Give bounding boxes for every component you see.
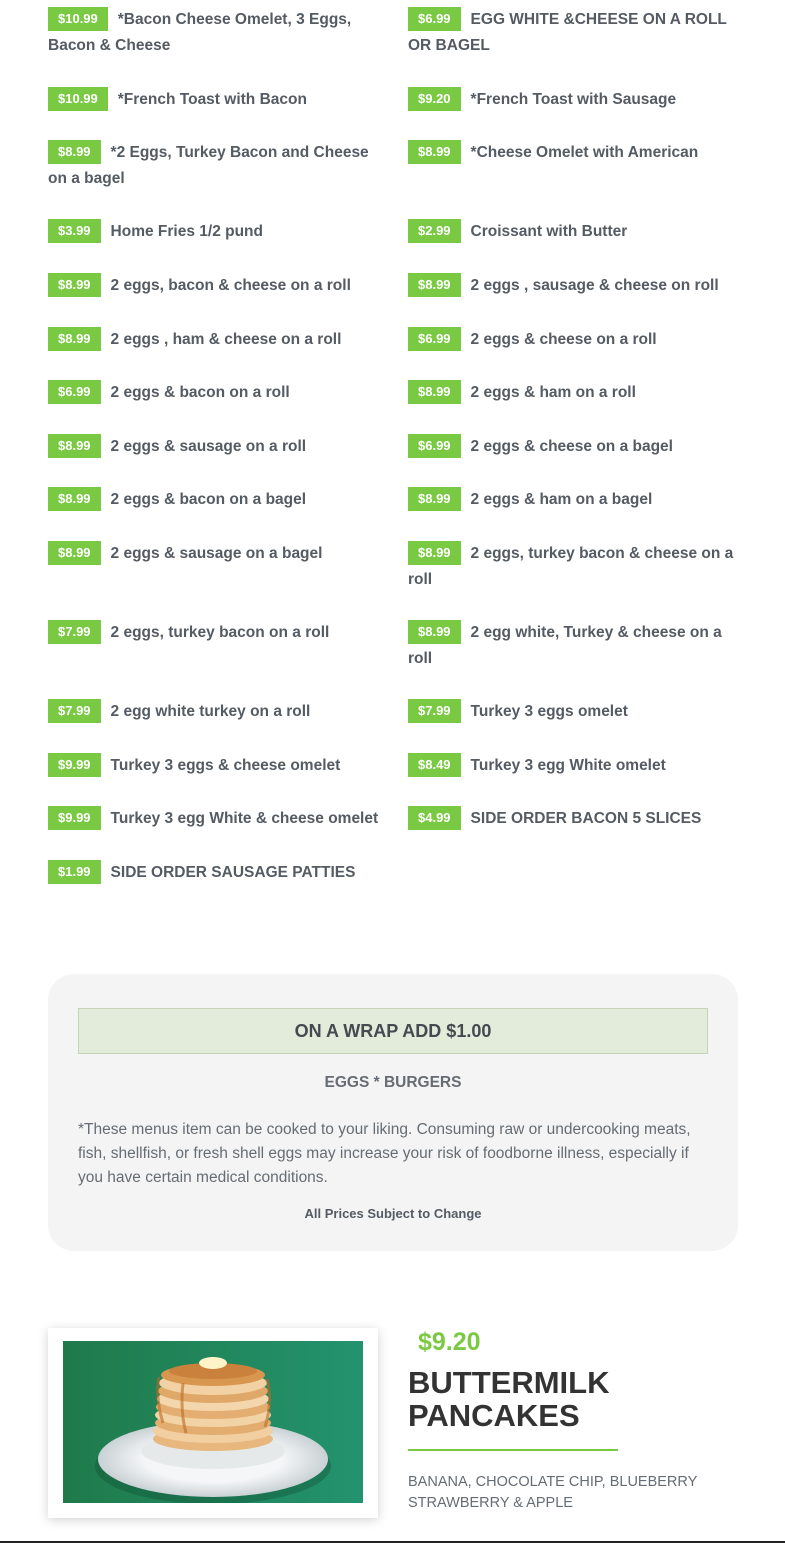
- price-badge: $10.99: [48, 7, 108, 31]
- menu-item: [408, 380, 738, 406]
- item-name: 2 eggs & sausage on a bagel: [110, 545, 323, 562]
- item-name: 2 egg white turkey on a roll: [110, 703, 311, 720]
- menu-item: [408, 699, 738, 725]
- menu-item: [48, 380, 378, 406]
- item-name: SIDE ORDER SAUSAGE PATTIES: [110, 864, 356, 881]
- item-name: *French Toast with Bacon: [117, 91, 307, 108]
- price-badge: $8.99: [408, 380, 461, 404]
- price-badge: $8.99: [48, 434, 101, 458]
- menu-item: [408, 273, 738, 299]
- menu-item: [408, 219, 738, 245]
- item-name: 2 eggs & sausage on a roll: [110, 438, 307, 455]
- item-name: 2 egg white, Turkey & cheese on a roll: [408, 624, 722, 667]
- price-change-note: All Prices Subject to Change: [304, 1206, 482, 1221]
- menu-item: [408, 487, 738, 513]
- item-name: *French Toast with Sausage: [470, 91, 677, 108]
- price-badge: $8.99: [408, 273, 461, 297]
- menu-item: [408, 140, 738, 166]
- price-badge: $8.99: [48, 327, 101, 351]
- featured-image-frame: [48, 1328, 378, 1518]
- item-name: Croissant with Butter: [470, 223, 628, 240]
- price-badge: $2.99: [408, 219, 461, 243]
- menu-item: [48, 620, 378, 646]
- price-badge: $8.99: [408, 140, 461, 164]
- price-badge: $6.99: [408, 327, 461, 351]
- pancake-stack-illustration: [63, 1341, 363, 1503]
- menu-item: [48, 487, 378, 513]
- item-name: Home Fries 1/2 pund: [110, 223, 263, 240]
- category-label: EGGS * BURGERS: [324, 1074, 462, 1091]
- price-badge: $6.99: [408, 434, 461, 458]
- item-name: 2 eggs & cheese on a bagel: [470, 438, 673, 455]
- menu-item: [48, 273, 378, 299]
- item-name: *Cheese Omelet with American: [470, 144, 699, 161]
- item-name: 2 eggs & ham on a bagel: [470, 491, 653, 508]
- price-badge: $8.99: [48, 487, 101, 511]
- menu-item: [48, 860, 393, 886]
- menu-item: [48, 434, 378, 460]
- menu-item: [48, 753, 383, 779]
- price-badge: $8.99: [48, 273, 101, 297]
- price-badge: $9.20: [408, 87, 461, 111]
- price-badge: $4.99: [408, 806, 461, 830]
- featured-price: $9.20: [418, 1328, 481, 1356]
- price-badge: $8.99: [48, 140, 101, 164]
- menu-item: [408, 541, 738, 593]
- pancakes-image: [63, 1341, 363, 1503]
- menu-item: [408, 7, 738, 59]
- price-badge: $8.99: [48, 541, 101, 565]
- price-badge: $7.99: [408, 699, 461, 723]
- menu-item: [48, 541, 378, 567]
- menu-item: [48, 327, 378, 353]
- menu-item: [48, 219, 378, 245]
- item-name: 2 eggs & cheese on a roll: [470, 331, 657, 348]
- item-name: Turkey 3 egg White & cheese omelet: [110, 810, 379, 827]
- menu-item: [48, 7, 378, 59]
- item-name: Turkey 3 egg White omelet: [470, 757, 666, 774]
- item-name: SIDE ORDER BACON 5 SLICES: [470, 810, 702, 827]
- wrap-addon-banner: ON A WRAP ADD $1.00: [78, 1008, 708, 1054]
- menu-item: [408, 327, 738, 353]
- price-badge: $7.99: [48, 699, 101, 723]
- item-name: 2 eggs, turkey bacon & cheese on a roll: [408, 545, 734, 588]
- price-badge: $6.99: [48, 380, 101, 404]
- item-name: *2 Eggs, Turkey Bacon and Cheese on a bagel: [48, 144, 369, 187]
- menu-item: [408, 806, 738, 832]
- menu-item: [408, 434, 738, 460]
- notice-panel: [48, 974, 738, 1251]
- price-badge: $8.49: [408, 753, 461, 777]
- price-badge: $10.99: [48, 87, 108, 111]
- menu-item: [48, 87, 378, 113]
- food-safety-disclaimer: *These menus item can be cooked to your liking. Consuming raw or undercooking meats, fish, shellfish, or fresh shell eggs may increase your risk of foodborne illness, especially if you have certain medical conditions.: [78, 1121, 691, 1186]
- item-name: EGG WHITE &CHEESE ON A ROLL OR BAGEL: [408, 11, 727, 54]
- item-name: Turkey 3 eggs & cheese omelet: [110, 757, 341, 774]
- item-name: 2 eggs & bacon on a roll: [110, 384, 290, 401]
- item-name: 2 eggs & ham on a roll: [470, 384, 636, 401]
- featured-title: BUTTERMILK PANCAKES: [408, 1365, 610, 1433]
- menu-item: [48, 140, 383, 192]
- price-badge: $8.99: [408, 487, 461, 511]
- menu-item: [408, 87, 738, 113]
- menu-item: [408, 753, 738, 779]
- featured-description: BANANA, CHOCOLATE CHIP, BLUEBERRY STRAWBERRY & APPLE: [408, 1474, 698, 1511]
- price-badge: $8.99: [408, 620, 461, 644]
- price-badge: $8.99: [408, 541, 461, 565]
- price-badge: $1.99: [48, 860, 101, 884]
- price-badge: $7.99: [48, 620, 101, 644]
- price-badge: $9.99: [48, 753, 101, 777]
- price-badge: $6.99: [408, 7, 461, 31]
- price-badge: $9.99: [48, 806, 101, 830]
- item-name: *Bacon Cheese Omelet, 3 Eggs, Bacon & Cheese: [48, 11, 352, 54]
- menu-item: [48, 806, 393, 832]
- item-name: 2 eggs , sausage & cheese on roll: [470, 277, 719, 294]
- item-name: 2 eggs, turkey bacon on a roll: [110, 624, 330, 641]
- menu-item: [408, 620, 738, 672]
- price-badge: $3.99: [48, 219, 101, 243]
- item-name: Turkey 3 eggs omelet: [470, 703, 628, 720]
- title-divider: [408, 1449, 618, 1451]
- item-name: 2 eggs , ham & cheese on a roll: [110, 331, 342, 348]
- menu-item: [48, 699, 378, 725]
- item-name: 2 eggs, bacon & cheese on a roll: [110, 277, 351, 294]
- item-name: 2 eggs & bacon on a bagel: [110, 491, 307, 508]
